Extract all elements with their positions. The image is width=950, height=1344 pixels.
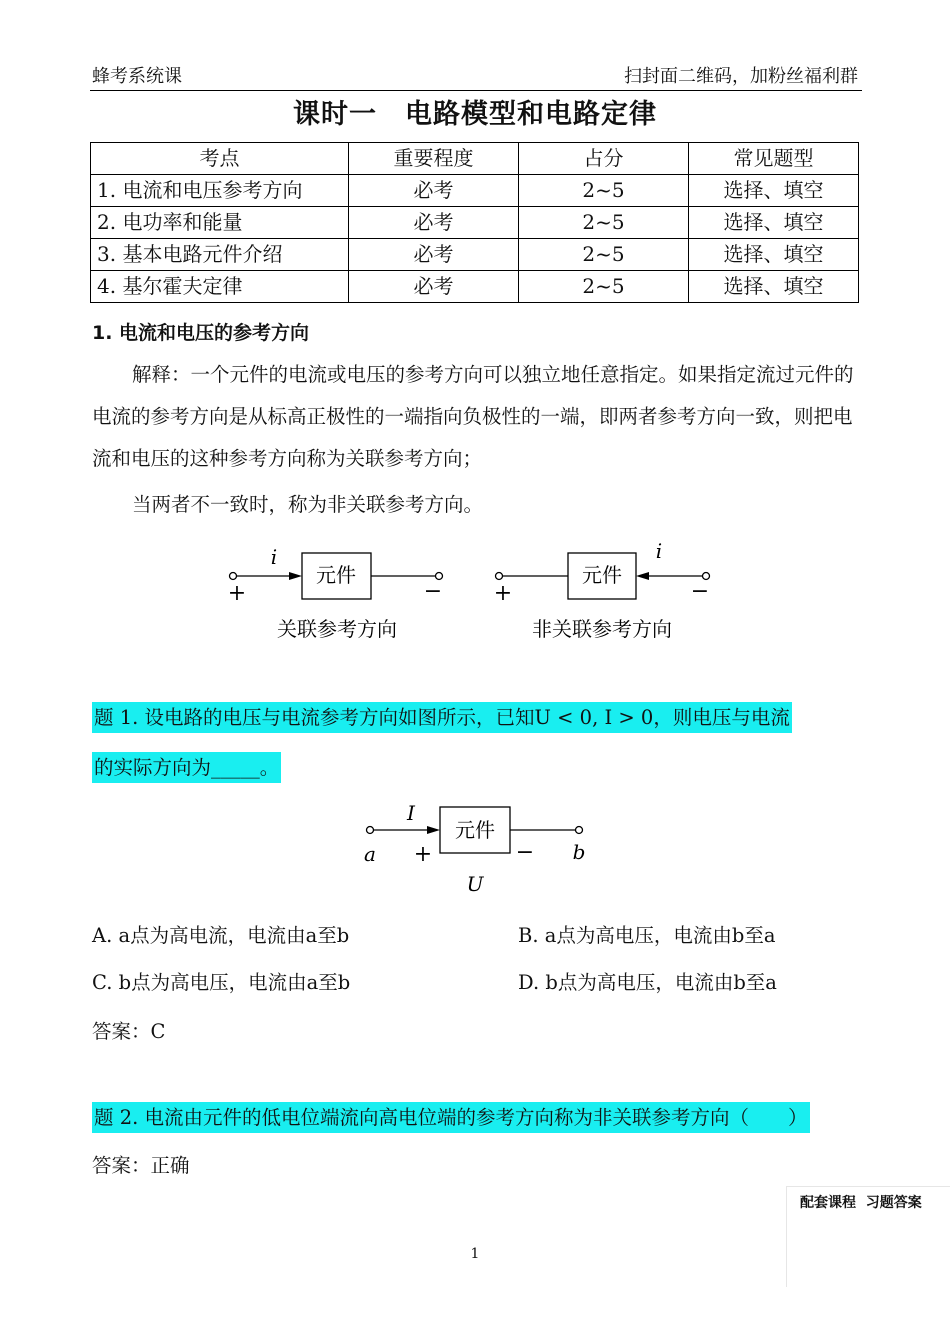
table-cell: 2~5 <box>519 271 689 303</box>
option-a[interactable]: A. a点为高电流，电流由a至b <box>92 924 350 947</box>
table-cell: 2. 电功率和能量 <box>91 207 349 239</box>
terminal-node <box>230 573 237 580</box>
element-label: 元件 <box>582 563 622 587</box>
current-label: i <box>270 545 278 569</box>
associated-circuit <box>228 545 443 641</box>
reference-direction-figure <box>0 530 950 660</box>
element-label: 元件 <box>455 818 495 842</box>
table-cell: 必考 <box>349 207 519 239</box>
course-answer-link[interactable]: 配套课程 习题答案 <box>800 1195 922 1211</box>
table-cell: 2~5 <box>519 239 689 271</box>
page-title: 课时一 电路模型和电路定律 <box>293 99 657 130</box>
non-associated-paragraph: 当两者不一致时，称为非关联参考方向。 <box>132 493 484 516</box>
non-associated-caption: 非关联参考方向 <box>532 617 672 641</box>
option-d[interactable]: D. b点为高电压，电流由b至a <box>518 971 777 994</box>
associated-caption: 关联参考方向 <box>277 617 397 641</box>
page-number: 1 <box>470 1246 480 1262</box>
table-cell: 必考 <box>349 239 519 271</box>
header-rule <box>90 90 862 91</box>
plus-sign: + <box>493 581 513 606</box>
option-c[interactable]: C. b点为高电压，电流由a至b <box>92 971 351 994</box>
table-header-cell: 重要程度 <box>349 143 519 175</box>
question-2: 题 2. 电流由元件的低电位端流向高电位端的参考方向称为非关联参考方向（ ） <box>92 1102 810 1130</box>
table-cell: 选择、填空 <box>689 271 859 303</box>
question-1-answer: 答案：C <box>92 1020 166 1043</box>
section-heading: 1. 电流和电压的参考方向 <box>92 322 310 344</box>
table-header-cell: 常见题型 <box>689 143 859 175</box>
exam-points-table <box>90 142 859 303</box>
minus-sign: − <box>423 579 443 604</box>
question-1-line-2: 的实际方向为_____。 <box>92 752 281 780</box>
current-arrow-icon <box>289 572 302 580</box>
table-cell: 选择、填空 <box>689 175 859 207</box>
table-cell: 2~5 <box>519 207 689 239</box>
table-cell: 4. 基尔霍夫定律 <box>91 271 349 303</box>
plus-sign: + <box>227 581 247 606</box>
current-label: i <box>655 539 663 563</box>
element-label: 元件 <box>316 563 356 587</box>
table-cell: 选择、填空 <box>689 207 859 239</box>
table-row <box>91 239 859 271</box>
table-cell: 2~5 <box>519 175 689 207</box>
node-a-label: a <box>364 842 376 866</box>
current-arrow-icon <box>427 826 440 834</box>
table-header-cell: 考点 <box>91 143 349 175</box>
node-b-label: b <box>572 840 586 864</box>
table-row <box>91 271 859 303</box>
question-1-line-1: 题 1. 设电路的电压与电流参考方向如图所示，已知U < 0, I > 0，则电压与电流 <box>92 702 792 730</box>
table-row <box>91 207 859 239</box>
terminal-node-b <box>576 827 583 834</box>
table-header-cell: 占分 <box>519 143 689 175</box>
table-cell: 选择、填空 <box>689 239 859 271</box>
plus-sign: + <box>413 842 433 867</box>
table-cell: 必考 <box>349 175 519 207</box>
table-header-row <box>91 143 859 175</box>
current-label: I <box>407 801 415 825</box>
non-associated-circuit <box>494 539 710 641</box>
current-arrow-icon <box>636 572 649 580</box>
table-cell: 1. 电流和电压参考方向 <box>91 175 349 207</box>
voltage-label: U <box>466 872 484 896</box>
header-right: 扫封面二维码，加粉丝福利群 <box>624 66 858 87</box>
terminal-node-a <box>367 827 374 834</box>
minus-sign: − <box>690 579 710 604</box>
explanation-paragraph: 解释：一个元件的电流或电压的参考方向可以独立地任意指定。如果指定流过元件的电流的参考方向是从标高正极性的一端指向负极性的一端，即两者参考方向一致，则把电流和电压的这种参考方向称为关联参考方向； <box>92 363 854 470</box>
header-left: 蜂考系统课 <box>92 66 182 87</box>
table-cell: 必考 <box>349 271 519 303</box>
question-2-answer: 答案：正确 <box>92 1154 190 1177</box>
option-b[interactable]: B. a点为高电压，电流由b至a <box>518 924 776 947</box>
table-cell: 3. 基本电路元件介绍 <box>91 239 349 271</box>
terminal-node <box>496 573 503 580</box>
table-row <box>91 175 859 207</box>
minus-sign: − <box>515 840 535 865</box>
question-1-figure <box>0 795 950 900</box>
